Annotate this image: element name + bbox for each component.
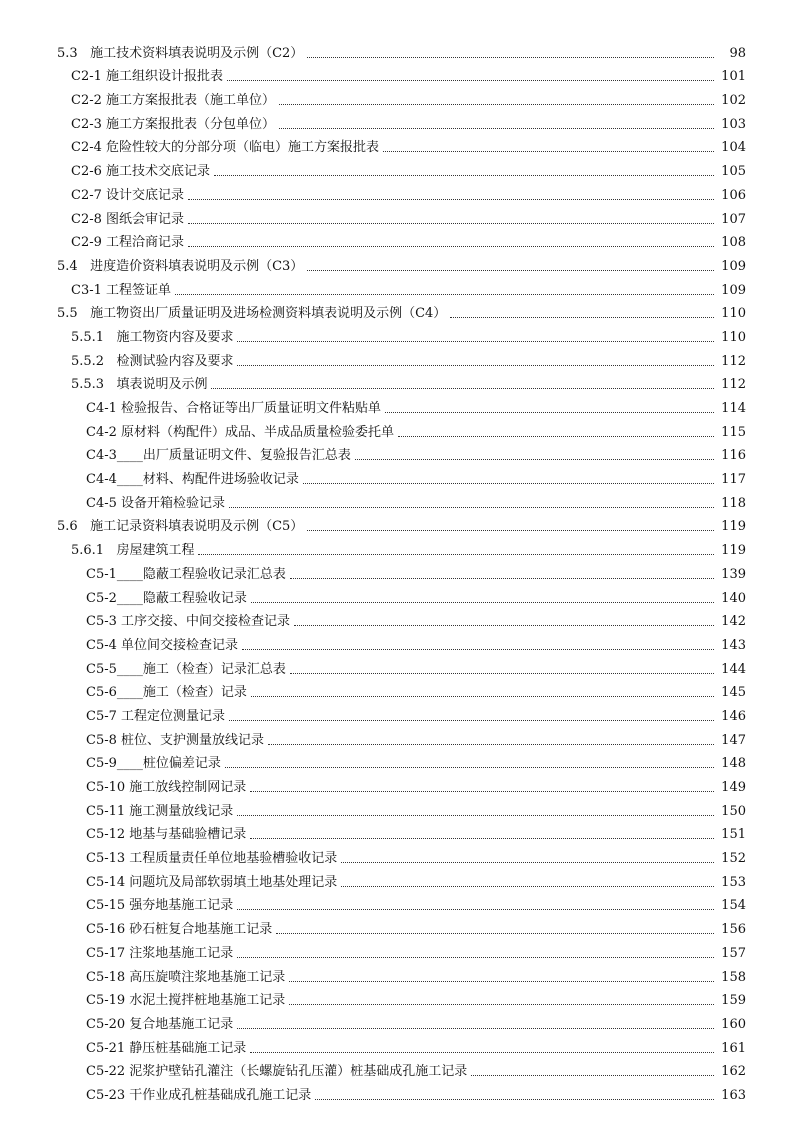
toc-entry[interactable]	[0, 417, 790, 441]
toc-entry[interactable]	[0, 512, 790, 536]
table-of-contents	[0, 38, 790, 1104]
toc-page-number: 142	[721, 614, 746, 630]
toc-page-number: 109	[721, 282, 746, 298]
toc-entry-title: C3-1 工程签证单	[71, 282, 172, 298]
toc-dot-leader	[251, 695, 714, 697]
toc-entry[interactable]	[0, 38, 790, 62]
toc-page-number: 116	[721, 448, 746, 464]
toc-entry-title: C5-14 问题坑及局部软弱填土地基处理记录	[86, 874, 338, 890]
toc-entry-title: C2-4 危险性较大的分部分项（临电）施工方案报批表	[71, 140, 380, 156]
toc-entry[interactable]	[0, 1057, 790, 1081]
toc-entry-title: C5-3 工序交接、中间交接检查记录	[86, 614, 291, 630]
toc-entry[interactable]	[0, 180, 790, 204]
toc-dot-leader	[279, 103, 714, 105]
toc-entry[interactable]	[0, 464, 790, 488]
toc-entry[interactable]	[0, 1080, 790, 1104]
toc-entry-title: 5.5.3 填表说明及示例	[71, 377, 208, 393]
toc-dot-leader	[214, 174, 714, 176]
toc-page-number: 102	[721, 93, 746, 109]
toc-entry[interactable]	[0, 962, 790, 986]
toc-dot-leader	[315, 1098, 714, 1100]
toc-dot-leader	[237, 908, 714, 910]
toc-dot-leader	[303, 482, 714, 484]
toc-page-number: 103	[721, 116, 746, 132]
toc-entry[interactable]	[0, 393, 790, 417]
toc-dot-leader	[251, 601, 714, 603]
toc-page-number: 150	[721, 803, 746, 819]
toc-dot-leader	[198, 553, 714, 555]
toc-entry-title: C4-1 检验报告、合格证等出厂质量证明文件粘贴单	[86, 401, 382, 416]
toc-entry[interactable]	[0, 583, 790, 607]
toc-dot-leader	[268, 743, 714, 745]
toc-dot-leader	[294, 624, 714, 626]
toc-entry-title: 5.6.1 房屋建筑工程	[71, 543, 195, 559]
toc-dot-leader	[307, 269, 714, 271]
toc-dot-leader	[237, 956, 714, 958]
toc-page-number: 146	[721, 708, 746, 724]
toc-page-number: 110	[721, 329, 746, 345]
toc-entry-title: C2-1 施工组织设计报批表	[71, 69, 224, 85]
toc-dot-leader	[211, 387, 714, 389]
toc-entry-title: C4-5 设备开箱检验记录	[86, 495, 226, 511]
toc-entry[interactable]	[0, 228, 790, 252]
toc-page-number: 139	[721, 566, 746, 582]
toc-entry[interactable]	[0, 488, 790, 512]
toc-entry-title: 5.5 施工物资出厂质量证明及进场检测资料填表说明及示例（C4）	[57, 306, 447, 322]
toc-entry-title: 5.4 进度造价资料填表说明及示例（C3）	[57, 258, 304, 274]
toc-entry-title: C5-12 地基与基础验槽记录	[86, 827, 247, 843]
toc-entry-title: C2-2 施工方案报批表（施工单位）	[71, 93, 276, 109]
toc-dot-leader	[250, 1051, 714, 1053]
toc-entry-title: C2-7 设计交底记录	[71, 187, 185, 203]
toc-entry-title: C5-23 干作业成孔桩基础成孔施工记录	[86, 1087, 312, 1103]
toc-page-number: 118	[721, 495, 746, 511]
toc-entry[interactable]	[0, 654, 790, 678]
toc-dot-leader	[355, 458, 714, 460]
toc-entry[interactable]	[0, 204, 790, 228]
toc-dot-leader	[188, 245, 714, 247]
toc-entry-title: C4-2 原材料（构配件）成品、半成品质量检验委托单	[86, 424, 395, 440]
toc-page-number: 143	[721, 637, 746, 653]
toc-dot-leader	[250, 790, 714, 792]
toc-entry[interactable]	[0, 701, 790, 725]
toc-page-number: 156	[721, 922, 746, 938]
toc-entry[interactable]	[0, 85, 790, 109]
toc-dot-leader	[307, 56, 714, 58]
toc-entry[interactable]	[0, 630, 790, 654]
toc-entry-title: C5-5____施工（检查）记录汇总表	[86, 661, 286, 677]
toc-entry-title: C5-16 砂石桩复合地基施工记录	[86, 922, 273, 938]
toc-entry[interactable]	[0, 772, 790, 796]
toc-entry-title: C5-19 水泥土搅拌桩地基施工记录	[86, 993, 286, 1009]
toc-entry[interactable]	[0, 62, 790, 86]
toc-dot-leader	[341, 861, 714, 863]
toc-dot-leader	[450, 316, 714, 318]
toc-entry[interactable]	[0, 607, 790, 631]
toc-page-number: 110	[721, 306, 746, 322]
toc-page-number: 119	[721, 543, 746, 559]
toc-entry-title: C5-8 桩位、支护测量放线记录	[86, 732, 265, 748]
toc-entry-title: C4-3____出厂质量证明文件、复验报告汇总表	[86, 448, 351, 464]
toc-entry-title: C5-17 注浆地基施工记录	[86, 945, 234, 961]
toc-page-number: 101	[721, 69, 746, 85]
toc-entry[interactable]	[0, 535, 790, 559]
toc-entry[interactable]	[0, 346, 790, 370]
toc-entry-title: C5-13 工程质量责任单位地基验槽验收记录	[86, 851, 338, 867]
toc-entry-title: C5-6____施工（检查）记录	[86, 685, 247, 701]
toc-page-number: 161	[721, 1040, 746, 1056]
toc-page-number: 107	[721, 211, 746, 227]
toc-page-number: 108	[721, 235, 746, 251]
toc-page-number: 159	[721, 993, 746, 1009]
toc-entry-title: 5.5.2 检测试验内容及要求	[71, 353, 234, 369]
toc-page-number: 140	[721, 590, 746, 606]
toc-entry[interactable]	[0, 843, 790, 867]
toc-entry[interactable]	[0, 914, 790, 938]
toc-entry[interactable]	[0, 820, 790, 844]
toc-page-number: 145	[721, 685, 746, 701]
toc-page-number: 119	[721, 519, 746, 535]
toc-entry-title: C5-21 静压桩基础施工记录	[86, 1040, 247, 1056]
toc-entry-title: C2-3 施工方案报批表（分包单位）	[71, 116, 276, 132]
toc-entry-title: C5-1____隐蔽工程验收记录汇总表	[86, 566, 286, 582]
toc-page-number: 144	[721, 661, 746, 677]
toc-entry[interactable]	[0, 275, 790, 299]
toc-page-number: 153	[721, 874, 746, 890]
toc-entry-title: C5-20 复合地基施工记录	[86, 1016, 234, 1032]
toc-page-number: 154	[721, 898, 746, 914]
toc-entry[interactable]	[0, 133, 790, 157]
toc-dot-leader	[290, 577, 714, 579]
toc-page-number: 149	[721, 780, 746, 795]
toc-dot-leader	[237, 814, 714, 816]
toc-entry-title: C5-11 施工测量放线记录	[86, 803, 234, 819]
toc-page-number: 117	[721, 472, 746, 488]
toc-dot-leader	[237, 340, 714, 342]
toc-dot-leader	[276, 932, 714, 934]
toc-page-number: 147	[721, 732, 746, 748]
toc-page-number: 152	[721, 851, 746, 867]
toc-dot-leader	[237, 364, 714, 366]
toc-entry[interactable]	[0, 156, 790, 180]
toc-page-number: 106	[721, 187, 746, 203]
toc-dot-leader	[279, 127, 714, 129]
toc-page-number: 151	[721, 827, 746, 843]
toc-entry[interactable]	[0, 938, 790, 962]
toc-entry-title: C5-2____隐蔽工程验收记录	[86, 590, 247, 606]
toc-dot-leader	[307, 529, 714, 531]
toc-entry-title: C5-22 泥浆护壁钻孔灌注（长螺旋钻孔压灌）桩基础成孔施工记录	[86, 1064, 468, 1080]
toc-entry-title: C4-4____材料、构配件进场验收记录	[86, 472, 299, 488]
toc-page-number: 105	[721, 164, 746, 180]
toc-entry-title: 5.5.1 施工物资内容及要求	[71, 329, 234, 345]
toc-entry-title: 5.3 施工技术资料填表说明及示例（C2）	[57, 45, 304, 61]
toc-dot-leader	[242, 648, 714, 650]
toc-entry[interactable]	[0, 109, 790, 133]
toc-entry-title: C5-7 工程定位测量记录	[86, 708, 226, 724]
toc-entry-title: 5.6 施工记录资料填表说明及示例（C5）	[57, 519, 304, 535]
toc-entry-title: C2-9 工程洽商记录	[71, 235, 185, 251]
toc-page-number: 112	[721, 377, 746, 393]
toc-dot-leader	[290, 672, 714, 674]
toc-dot-leader	[250, 837, 714, 839]
toc-dot-leader	[229, 506, 714, 508]
toc-entry[interactable]	[0, 867, 790, 891]
toc-dot-leader	[227, 79, 714, 81]
toc-dot-leader	[383, 150, 714, 152]
toc-entry[interactable]	[0, 678, 790, 702]
toc-dot-leader	[188, 222, 714, 224]
toc-dot-leader	[188, 198, 714, 200]
toc-page-number: 112	[721, 353, 746, 369]
toc-entry-title: C5-18 高压旋喷注浆地基施工记录	[86, 969, 286, 985]
toc-dot-leader	[225, 766, 714, 768]
toc-dot-leader	[398, 435, 714, 437]
toc-entry[interactable]	[0, 796, 790, 820]
toc-entry[interactable]	[0, 322, 790, 346]
toc-entry-title: C5-10 施工放线控制网记录	[86, 780, 247, 795]
toc-entry[interactable]	[0, 441, 790, 465]
toc-entry-title: C5-9____桩位偏差记录	[86, 756, 221, 772]
toc-page-number: 160	[721, 1016, 746, 1032]
toc-entry[interactable]	[0, 251, 790, 275]
toc-entry[interactable]	[0, 299, 790, 323]
toc-page-number: 162	[721, 1064, 746, 1080]
toc-entry-title: C5-15 强夯地基施工记录	[86, 898, 234, 914]
toc-entry[interactable]	[0, 891, 790, 915]
toc-page-number: 98	[729, 45, 746, 61]
toc-page-number: 104	[721, 140, 746, 156]
toc-entry[interactable]	[0, 725, 790, 749]
toc-page-number: 163	[721, 1087, 746, 1103]
toc-entry[interactable]	[0, 370, 790, 394]
toc-entry[interactable]	[0, 1009, 790, 1033]
toc-dot-leader	[341, 885, 714, 887]
toc-page-number: 109	[721, 258, 746, 274]
toc-entry-title: C2-8 图纸会审记录	[71, 211, 185, 227]
toc-page-number: 157	[721, 945, 746, 961]
toc-page-number: 114	[721, 401, 746, 416]
toc-dot-leader	[237, 1027, 714, 1029]
toc-entry[interactable]	[0, 749, 790, 773]
toc-dot-leader	[471, 1074, 714, 1076]
toc-dot-leader	[289, 980, 714, 982]
toc-page-number: 148	[721, 756, 746, 772]
toc-dot-leader	[289, 1003, 714, 1005]
toc-dot-leader	[229, 719, 714, 721]
toc-page-number: 158	[721, 969, 746, 985]
toc-entry[interactable]	[0, 559, 790, 583]
toc-dot-leader	[175, 293, 714, 295]
toc-entry[interactable]	[0, 986, 790, 1010]
toc-entry-title: C2-6 施工技术交底记录	[71, 164, 211, 180]
toc-entry-title: C5-4 单位间交接检查记录	[86, 637, 239, 653]
toc-page-number: 115	[721, 424, 746, 440]
toc-entry[interactable]	[0, 1033, 790, 1057]
toc-dot-leader	[385, 411, 714, 413]
